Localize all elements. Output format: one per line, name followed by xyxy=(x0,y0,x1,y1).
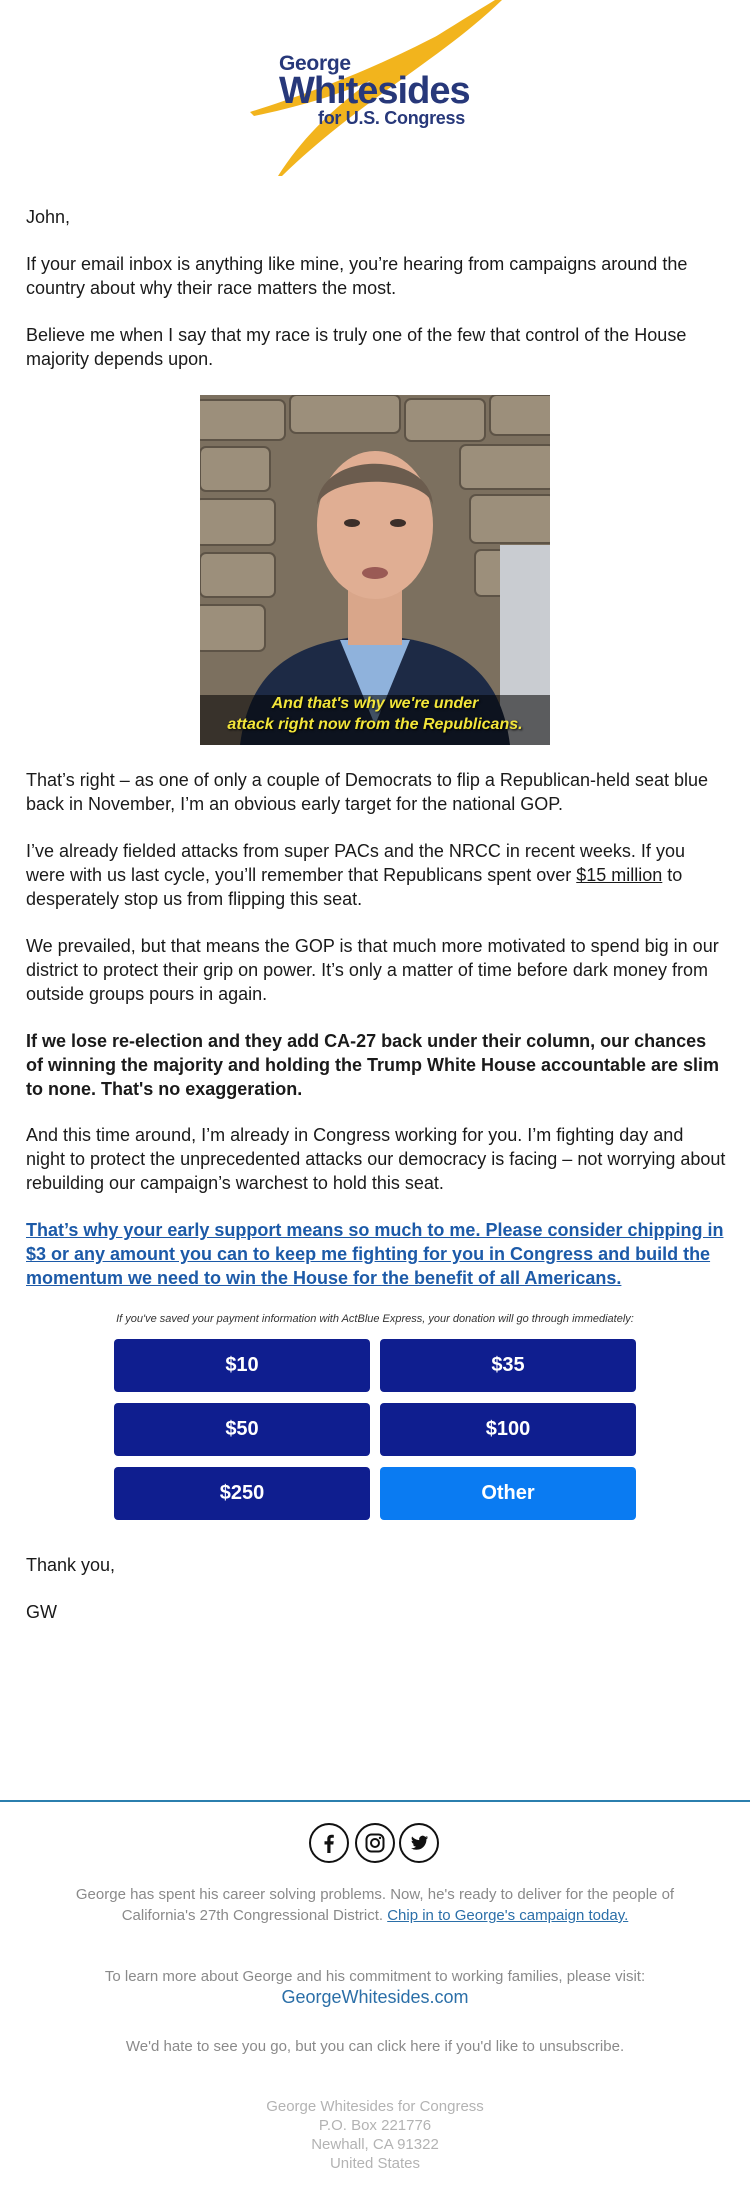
address-line: Newhall, CA 91322 xyxy=(311,2136,439,2153)
video-caption: And that's why we're under attack right now from the Republicans. xyxy=(227,695,523,733)
paragraph-7: And this time around, I’m already in Congress working for you. I’m fighting day and night to protect the unprecedented attacks our democracy is facing – not worrying about rebuilding our campaign’s warchest to hold this seat. xyxy=(26,1125,726,1193)
footer-divider xyxy=(0,1800,750,1802)
address-line: P.O. Box 221776 xyxy=(318,2117,432,2134)
paragraph-1: If your email inbox is anything like mine, you’re hearing from campaigns around the country about why their race matters the most. xyxy=(26,254,688,298)
signature: GW xyxy=(26,1602,57,1622)
footer-site-link[interactable]: GeorgeWhitesides.com xyxy=(281,1987,469,2007)
salutation: John, xyxy=(26,207,71,227)
twitter-icon[interactable] xyxy=(399,1823,439,1863)
paragraph-5: We prevailed, but that means the GOP is that much more motivated to spend big in our district to protect their grip on power. It’s only a matter of time before dark money from outside groups pours in again. xyxy=(26,936,719,1004)
footer-address xyxy=(0,2097,750,2173)
logo-last-name: Whitesides xyxy=(279,70,470,112)
address-line: George Whitesides for Congress xyxy=(266,2098,484,2115)
video-thumbnail[interactable] xyxy=(200,395,550,745)
campaign-logo xyxy=(0,0,750,180)
donate-10-button[interactable]: $10 xyxy=(114,1339,370,1392)
footer-learn-more: To learn more about George and his commitment to working families, please visit: GeorgeWhitesides.com xyxy=(104,1968,646,2007)
paragraph-4: I’ve already fielded attacks from super PACs and the NRCC in recent weeks. If you were with us last cycle, you’ll remember that Republicans spent over $15 million to desperately stop us from flipping this seat. xyxy=(26,841,685,909)
donate-250-button[interactable]: $250 xyxy=(114,1467,370,1520)
facebook-icon[interactable] xyxy=(309,1823,349,1863)
donate-100-button[interactable]: $100 xyxy=(380,1403,636,1456)
paragraph-3: That’s right – as one of only a couple of Democrats to flip a Republican-held seat blue back in November, I’m an obvious early target for the national GOP. xyxy=(26,770,709,814)
donation-cta-link[interactable]: That’s why your early support means so much to me. Please consider chipping in $3 or any amount you can to keep me fighting for you in Congress and build the momentum we need to win the House for the benefit of all Americans. xyxy=(26,1220,724,1288)
footer-about-text: George has spent his career solving problems. Now, he's ready to deliver for the people of California's 27th Congressional District. Chip in to George's campaign today. xyxy=(75,1886,675,1924)
actblue-express-note: If you've saved your payment information with ActBlue Express, your donation will go through immediately: xyxy=(116,1313,634,1325)
logo-first-name: George xyxy=(279,52,351,75)
address-line: United States xyxy=(329,2155,421,2172)
donate-other-button[interactable]: Other xyxy=(380,1467,636,1520)
logo-tagline: for U.S. Congress xyxy=(318,108,465,128)
unsubscribe-link[interactable]: We'd hate to see you go, but you can click here if you'd like to unsubscribe. xyxy=(125,2038,625,2055)
paragraph-2: Believe me when I say that my race is truly one of the few that control of the House majority depends upon. xyxy=(26,325,687,369)
donate-50-button[interactable]: $50 xyxy=(114,1403,370,1456)
donate-35-button[interactable]: $35 xyxy=(380,1339,636,1392)
instagram-icon[interactable] xyxy=(355,1823,395,1863)
fifteen-million-link[interactable]: $15 million xyxy=(576,865,663,885)
closing: Thank you, xyxy=(26,1555,116,1575)
footer-chip-in-link[interactable]: Chip in to George's campaign today. xyxy=(387,1907,629,1924)
paragraph-6-bold: If we lose re-election and they add CA-27 back under their column, our chances of winning the majority and holding the Trump White House accountable are slim to none. That's no exaggeration. xyxy=(26,1031,720,1099)
